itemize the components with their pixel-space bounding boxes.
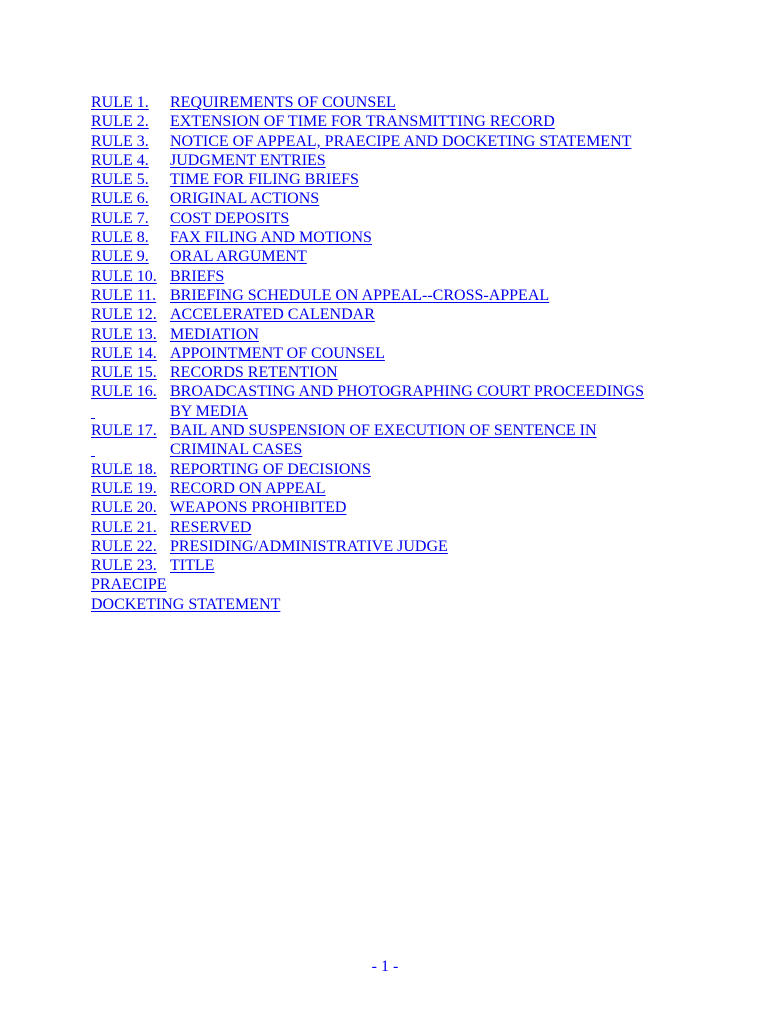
toc-entry-appendix [91, 575, 711, 594]
rule-title: MEDIATION [170, 325, 259, 343]
rule-title: EXTENSION OF TIME FOR TRANSMITTING RECORD [170, 113, 555, 131]
rule-title-wrap [170, 518, 251, 537]
rule-title: APPOINTMENT OF COUNSEL [170, 344, 385, 362]
rule-number: RULE 9. [91, 248, 149, 266]
rule-number: RULE 20. [91, 499, 157, 517]
toc-entry [91, 537, 711, 556]
toc-entry-continuation [91, 402, 711, 421]
rule-number: RULE 5. [91, 171, 149, 189]
toc-link-rule-2[interactable] [91, 112, 555, 131]
rule-number: RULE 6. [91, 190, 149, 208]
rule-title-wrap [170, 344, 385, 363]
toc-link-rule-22[interactable] [91, 537, 448, 556]
toc-entry-continuation [91, 440, 711, 459]
rule-number: RULE 12. [91, 306, 157, 324]
rule-title: BRIEFS [170, 267, 225, 285]
toc-entry [91, 132, 711, 151]
rule-title-wrap [170, 132, 631, 151]
toc-link-appendix-2[interactable] [91, 595, 280, 614]
rule-title: WEAPONS PROHIBITED [170, 499, 347, 517]
toc-link-rule-17-continued[interactable] [91, 440, 302, 459]
toc-entry [91, 556, 711, 575]
toc-entry [91, 247, 711, 266]
rule-number: RULE 1. [91, 94, 149, 111]
rule-title: FAX FILING AND MOTIONS [170, 229, 372, 247]
appendix-title: DOCKETING STATEMENT [91, 595, 281, 613]
toc-link-rule-17[interactable] [91, 421, 597, 440]
rule-number: RULE 7. [91, 209, 149, 227]
toc-entry [91, 498, 711, 517]
rule-title: BRIEFING SCHEDULE ON APPEAL--CROSS-APPEAL [170, 286, 550, 304]
rule-number: RULE 2. [91, 113, 149, 131]
toc-entry [91, 170, 711, 189]
table-of-contents [91, 93, 711, 614]
toc-link-rule-12[interactable] [91, 305, 375, 324]
rule-title: REPORTING OF DECISIONS [170, 460, 371, 478]
rule-title-wrap [170, 112, 555, 131]
toc-entry [91, 305, 711, 324]
rule-number: RULE 8. [91, 229, 149, 247]
toc-link-rule-7[interactable] [91, 209, 289, 228]
toc-link-rule-14[interactable] [91, 344, 385, 363]
rule-title-wrap [170, 305, 375, 324]
rule-number: RULE 15. [91, 364, 157, 382]
toc-link-rule-23[interactable] [91, 556, 214, 575]
rule-number: RULE 17. [91, 422, 157, 440]
rule-number: RULE 18. [91, 460, 157, 478]
toc-entry [91, 460, 711, 479]
appendix-title: PRAECIPE [91, 576, 167, 594]
toc-link-rule-8[interactable] [91, 228, 372, 247]
rule-title-continuation: CRIMINAL CASES [170, 441, 303, 459]
toc-entry [91, 267, 711, 286]
rule-number: RULE 22. [91, 537, 157, 555]
rule-title-wrap [170, 498, 346, 517]
toc-link-rule-3[interactable] [91, 132, 631, 151]
toc-link-rule-1[interactable] [91, 93, 396, 112]
rule-title: BROADCASTING AND PHOTOGRAPHING COURT PROCEEDINGS [170, 383, 645, 401]
rule-title-wrap [170, 479, 326, 498]
toc-link-rule-19[interactable] [91, 479, 326, 498]
toc-entry [91, 286, 711, 305]
rule-title-wrap [170, 209, 289, 228]
toc-entry [91, 421, 711, 440]
rule-title-wrap [170, 189, 319, 208]
rule-title-wrap [170, 228, 372, 247]
rule-title-wrap [170, 325, 259, 344]
toc-entry [91, 344, 711, 363]
toc-link-rule-11[interactable] [91, 286, 549, 305]
rule-number: RULE 10. [91, 267, 157, 285]
indent-spacer [91, 402, 170, 421]
indent-spacer [91, 440, 170, 459]
toc-link-rule-15[interactable] [91, 363, 338, 382]
toc-entry [91, 93, 711, 112]
rule-title-wrap [170, 170, 359, 189]
toc-entry [91, 382, 711, 401]
rule-title: RECORDS RETENTION [170, 364, 338, 382]
rule-title-wrap [170, 93, 396, 112]
rule-title: BAIL AND SUSPENSION OF EXECUTION OF SENTENCE IN [170, 422, 597, 440]
rule-title: ORIGINAL ACTIONS [170, 190, 320, 208]
rule-number: RULE 11. [91, 286, 157, 304]
rule-title: ORAL ARGUMENT [170, 248, 307, 266]
toc-entry [91, 479, 711, 498]
page-number: - 1 - [371, 958, 399, 975]
toc-link-rule-21[interactable] [91, 518, 251, 537]
toc-entry [91, 112, 711, 131]
rule-title-continuation: BY MEDIA [170, 402, 249, 420]
rule-number: RULE 14. [91, 344, 157, 362]
rule-title-wrap [170, 421, 597, 440]
toc-link-rule-4[interactable] [91, 151, 326, 170]
rule-number: RULE 3. [91, 132, 149, 150]
rule-title: PRESIDING/ADMINISTRATIVE JUDGE [170, 537, 448, 555]
toc-entry [91, 151, 711, 170]
rule-number: RULE 13. [91, 325, 157, 343]
rule-number: RULE 19. [91, 479, 157, 497]
toc-entry-appendix [91, 595, 711, 614]
rule-title-wrap [170, 460, 371, 479]
rule-title-wrap [170, 363, 338, 382]
rule-number: RULE 16. [91, 383, 157, 401]
toc-entry [91, 325, 711, 344]
rule-title-wrap [170, 382, 644, 401]
toc-entry [91, 189, 711, 208]
rule-title-wrap [170, 267, 224, 286]
rule-title: COST DEPOSITS [170, 209, 290, 227]
rule-title: RECORD ON APPEAL [170, 479, 326, 497]
toc-link-rule-5[interactable] [91, 170, 359, 189]
rule-title-wrap [170, 537, 448, 556]
toc-link-rule-16[interactable] [91, 382, 644, 401]
toc-link-rule-18[interactable] [91, 460, 371, 479]
toc-entry [91, 363, 711, 382]
toc-link-rule-20[interactable] [91, 498, 346, 517]
rule-number: RULE 23. [91, 557, 157, 575]
rule-title-wrap [170, 556, 214, 575]
toc-link-rule-9[interactable] [91, 247, 307, 266]
toc-link-rule-13[interactable] [91, 325, 259, 344]
toc-entry [91, 518, 711, 537]
toc-link-appendix-1[interactable] [91, 575, 167, 594]
rule-title: ACCELERATED CALENDAR [170, 306, 375, 324]
rule-title: NOTICE OF APPEAL, PRAECIPE AND DOCKETING STATEMENT [170, 132, 632, 150]
rule-title: TIME FOR FILING BRIEFS [170, 171, 359, 189]
rule-title-wrap [170, 286, 549, 305]
rule-number: RULE 4. [91, 151, 149, 169]
rule-title-wrap [170, 151, 326, 170]
rule-title: RESERVED [170, 518, 252, 536]
rule-number: RULE 21. [91, 518, 157, 536]
rule-title: JUDGMENT ENTRIES [170, 151, 326, 169]
toc-entry [91, 228, 711, 247]
rule-title-wrap [170, 247, 307, 266]
toc-link-rule-16-continued[interactable] [91, 402, 248, 421]
toc-entry [91, 209, 711, 228]
toc-link-rule-10[interactable] [91, 267, 224, 286]
toc-link-rule-6[interactable] [91, 189, 319, 208]
rule-title: TITLE [170, 557, 215, 575]
rule-title: REQUIREMENTS OF COUNSEL [170, 94, 396, 111]
